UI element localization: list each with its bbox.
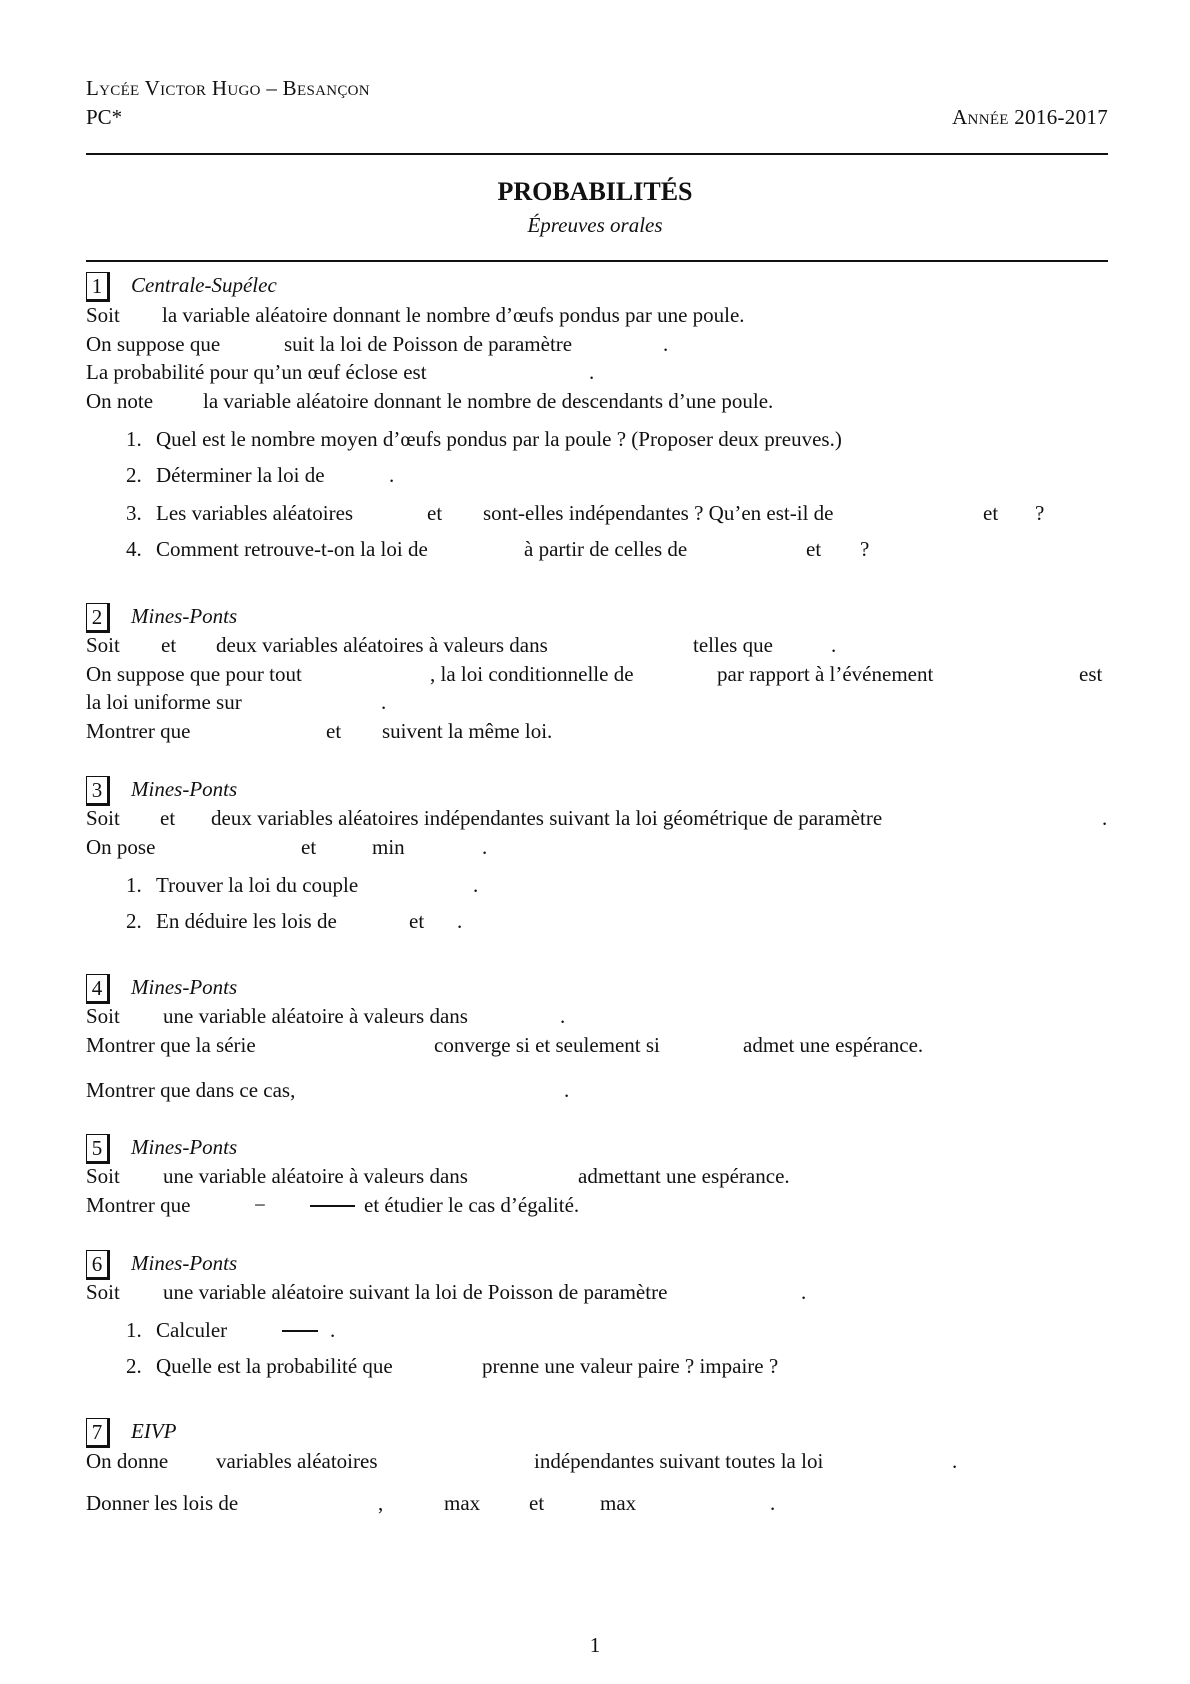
exercise-number: 4	[86, 974, 110, 1004]
text-line	[0, 834, 1190, 860]
text: En déduire les lois de	[156, 909, 337, 933]
text: La probabilité pour qu’un œuf éclose est	[86, 360, 427, 384]
text: Montrer que	[86, 719, 191, 743]
page-number: 1	[589, 1633, 601, 1657]
text: Soit	[86, 303, 120, 327]
text: converge si et seulement si	[434, 1033, 660, 1057]
fraction-bar	[282, 1330, 318, 1332]
list-item	[0, 908, 1190, 934]
text: une variable aléatoire à valeurs dans	[163, 1164, 468, 1188]
text: la variable aléatoire donnant le nombre de descendants d’une poule.	[203, 389, 774, 413]
text: et	[427, 501, 443, 525]
exercise-source: EIVP	[131, 1419, 177, 1443]
list-item	[0, 1353, 1190, 1379]
text: On donne	[86, 1449, 169, 1473]
exercise-number: 3	[86, 776, 110, 806]
exercise-source: Centrale-Supélec	[131, 273, 277, 297]
list-item	[0, 536, 1190, 562]
text-line	[0, 1003, 1190, 1029]
exercise-source: Mines-Ponts	[131, 1135, 238, 1159]
text-line	[0, 1448, 1190, 1474]
item-number: 1.	[126, 1318, 142, 1342]
text: ?	[1035, 501, 1045, 525]
text: suit la loi de Poisson de paramètre	[284, 332, 573, 356]
text: .	[1102, 806, 1108, 830]
text: , la loi conditionnelle de	[430, 662, 634, 686]
text: et étudier le cas d’égalité.	[364, 1193, 580, 1217]
text-line	[0, 661, 1190, 687]
text: Déterminer la loi de	[156, 463, 325, 487]
text: deux variables aléatoires à valeurs dans	[216, 633, 548, 657]
text: On suppose que pour tout	[86, 662, 302, 686]
exercise-number: 2	[86, 603, 110, 633]
text-line	[0, 302, 1190, 328]
text: admettant une espérance.	[578, 1164, 790, 1188]
text: ,	[378, 1491, 384, 1515]
text: .	[560, 1004, 566, 1028]
text: .	[473, 873, 479, 897]
exercise-number: 7	[86, 1418, 110, 1448]
text: max	[444, 1491, 481, 1515]
school-year: Année 2016-2017	[952, 105, 1108, 129]
text: max	[600, 1491, 637, 1515]
text: min	[372, 835, 405, 859]
exercise-5-heading	[0, 1134, 1190, 1160]
text: Montrer que la série	[86, 1033, 256, 1057]
list-item	[0, 426, 1190, 452]
list-item	[0, 872, 1190, 898]
item-number: 2.	[126, 1354, 142, 1378]
text: admet une espérance.	[743, 1033, 924, 1057]
list-item	[0, 1317, 1190, 1343]
text: Donner les lois de	[86, 1491, 239, 1515]
text: et	[983, 501, 999, 525]
text-line	[0, 805, 1190, 831]
text: Montrer que dans ce cas,	[86, 1078, 296, 1102]
fraction-bar	[310, 1205, 355, 1207]
text-line	[0, 1077, 1190, 1103]
text-line	[0, 632, 1190, 658]
text: .	[831, 633, 837, 657]
exercise-4-heading	[0, 974, 1190, 1000]
list-item	[0, 500, 1190, 526]
text-line	[0, 1192, 1190, 1218]
school-name: Lycée Victor Hugo – Besançon	[86, 76, 370, 100]
text: par rapport à l’événement	[717, 662, 934, 686]
text: la loi uniforme sur	[86, 690, 242, 714]
text: et	[409, 909, 425, 933]
text-line	[0, 718, 1190, 744]
text: et	[301, 835, 317, 859]
text: .	[389, 463, 395, 487]
text: et	[160, 806, 176, 830]
text: On suppose que	[86, 332, 221, 356]
exercise-number: 1	[86, 272, 110, 302]
title-rule	[86, 260, 1108, 262]
text: et	[326, 719, 342, 743]
exercise-2-heading	[0, 603, 1190, 629]
text-line	[0, 359, 1190, 385]
item-number: 3.	[126, 501, 142, 525]
item-number: 1.	[126, 873, 142, 897]
minus-sign: −	[254, 1193, 266, 1217]
exercise-3-heading	[0, 776, 1190, 802]
page-title: PROBABILITÉS	[497, 177, 693, 206]
text: Soit	[86, 1164, 120, 1188]
text: Montrer que	[86, 1193, 191, 1217]
text: et	[806, 537, 822, 561]
text: et	[161, 633, 177, 657]
exercise-7-heading	[0, 1418, 1190, 1444]
text: telles que	[693, 633, 773, 657]
text-line	[0, 1279, 1190, 1305]
exercise-source: Mines-Ponts	[131, 975, 238, 999]
text: Soit	[86, 806, 120, 830]
text: Trouver la loi du couple	[156, 873, 359, 897]
text: Soit	[86, 633, 120, 657]
class-name: PC*	[86, 105, 123, 129]
exercise-1-heading	[0, 272, 1190, 298]
text: ?	[860, 537, 870, 561]
text: et	[529, 1491, 545, 1515]
text: .	[589, 360, 595, 384]
exercise-source: Mines-Ponts	[131, 1251, 238, 1275]
text-line	[0, 1490, 1190, 1516]
text: Quel est le nombre moyen d’œufs pondus par la poule ? (Proposer deux preuves.)	[156, 427, 842, 451]
text-line	[0, 1163, 1190, 1189]
text: suivent la même loi.	[382, 719, 553, 743]
exercise-source: Mines-Ponts	[131, 777, 238, 801]
text: .	[564, 1078, 570, 1102]
text: la variable aléatoire donnant le nombre d’œufs pondus par une poule.	[162, 303, 745, 327]
text: variables aléatoires	[216, 1449, 378, 1473]
text: indépendantes suivant toutes la loi	[534, 1449, 824, 1473]
text: .	[770, 1491, 776, 1515]
exercise-source: Mines-Ponts	[131, 604, 238, 628]
text: .	[952, 1449, 958, 1473]
header-rule	[86, 153, 1108, 155]
text: à partir de celles de	[524, 537, 688, 561]
text: .	[663, 332, 669, 356]
exercise-6-heading	[0, 1250, 1190, 1276]
text: une variable aléatoire à valeurs dans	[163, 1004, 468, 1028]
item-number: 4.	[126, 537, 142, 561]
text-line	[0, 689, 1190, 715]
item-number: 2.	[126, 909, 142, 933]
item-number: 2.	[126, 463, 142, 487]
text: On note	[86, 389, 154, 413]
text: est	[1079, 662, 1103, 686]
text: Soit	[86, 1004, 120, 1028]
text: Les variables aléatoires	[156, 501, 354, 525]
text: sont-elles indépendantes ? Qu’en est-il de	[483, 501, 834, 525]
text-line	[0, 331, 1190, 357]
text: Comment retrouve-t-on la loi de	[156, 537, 428, 561]
text: .	[801, 1280, 807, 1304]
item-number: 1.	[126, 427, 142, 451]
text: .	[381, 690, 387, 714]
text: .	[482, 835, 488, 859]
text: .	[457, 909, 463, 933]
text-line	[0, 388, 1190, 414]
text: On pose	[86, 835, 156, 859]
list-item	[0, 462, 1190, 488]
text: Quelle est la probabilité que	[156, 1354, 393, 1378]
exercise-number: 5	[86, 1134, 110, 1164]
page-subtitle: Épreuves orales	[527, 213, 663, 237]
text: deux variables aléatoires indépendantes suivant la loi géométrique de paramètre	[211, 806, 883, 830]
text: Soit	[86, 1280, 120, 1304]
text-line	[0, 1032, 1190, 1058]
text: .	[330, 1318, 336, 1342]
exercise-number: 6	[86, 1250, 110, 1280]
text: Calculer	[156, 1318, 228, 1342]
text: une variable aléatoire suivant la loi de Poisson de paramètre	[163, 1280, 668, 1304]
text: prenne une valeur paire ? impaire ?	[482, 1354, 779, 1378]
